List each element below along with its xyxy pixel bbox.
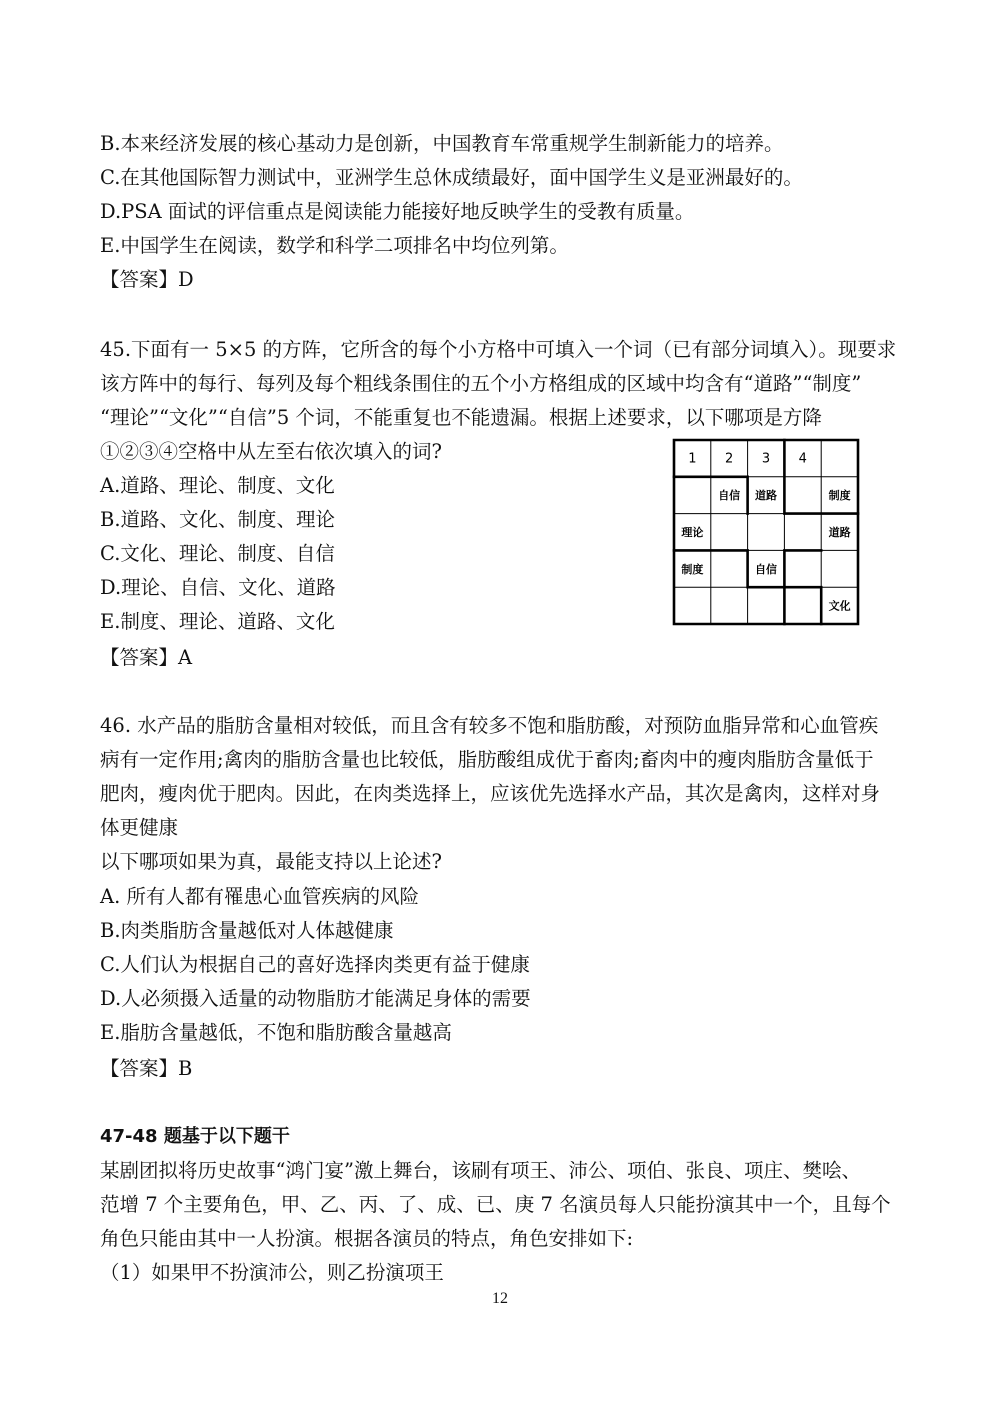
q45-stem-line-2: 该方阵中的每行、每列及每个粗线条围住的五个小方格组成的区域中均含有“道路”“制度” xyxy=(100,372,862,395)
q46-option-a: A. 所有人都有罹患心血管疾病的风险 xyxy=(100,885,419,908)
q47-48-stem-line-2: 范增 7 个主要角色，甲、乙、丙、了、成、已、庚 7 名演员每人只能扮演其中一个，且每个 xyxy=(100,1193,891,1216)
q44-answer: 【答案】D xyxy=(100,268,194,291)
grid-cell-text: 道路 xyxy=(828,526,851,539)
q47-48-heading: 47-48 题基于以下题干 xyxy=(100,1126,290,1147)
q46-question: 以下哪项如果为真，最能支持以上论述? xyxy=(100,850,442,873)
q46-option-d: D.人必须摄入适量的动物脂肪才能满足身体的需要 xyxy=(100,987,531,1010)
q45-stem-line-3: “理论”“文化”“自信”5 个词，不能重复也不能遗漏。根据上述要求，以下哪项是方降 xyxy=(100,406,822,429)
grid-cell-text: 2 xyxy=(725,451,734,467)
grid-cell-text: 4 xyxy=(798,451,807,467)
q46-stem-line-2: 病有一定作用;禽肉的脂肪含量也比较低，脂肪酸组成优于畜肉;畜肉中的瘦肉脂肪含量低于 xyxy=(100,748,874,771)
grid-cell-text: 道路 xyxy=(755,489,777,503)
q47-48-stem-line-3: 角色只能由其中一人扮演。根据各演员的特点，角色安排如下: xyxy=(100,1227,634,1250)
q45-option-a: A.道路、理论、制度、文化 xyxy=(100,474,335,497)
grid-cell-text: 制度 xyxy=(681,562,704,576)
grid-cell-text: 文化 xyxy=(828,599,851,613)
grid-cell-text: 制度 xyxy=(828,489,851,503)
q45-option-c: C.文化、理论、制度、自信 xyxy=(100,542,335,565)
q47-48-stem-line-1: 某剧团拟将历史故事“鸿门宴”激上舞台，该刷有项王、沛公、项伯、张良、项庄、樊哙、 xyxy=(100,1159,861,1182)
q45-grid-figure xyxy=(672,438,860,626)
q44-option-b: B.本来经济发展的核心基动力是创新，中国教育车常重规学生制新能力的培养。 xyxy=(100,132,784,155)
q46-option-e: E.脂肪含量越低，不饱和脂肪酸含量越高 xyxy=(100,1021,452,1044)
q45-stem-line-1: 45.下面有一 5×5 的方阵，它所含的每个小方格中可填入一个词（已有部分词填入）。现要求 xyxy=(100,338,897,361)
q46-stem-line-3: 肥肉，瘦肉优于肥肉。因此，在肉类选择上，应该优先选择水产品，其次是禽肉，这样对身 xyxy=(100,782,881,805)
q45-option-e: E.制度、理论、道路、文化 xyxy=(100,610,335,633)
q44-option-c: C.在其他国际智力测试中，亚洲学生总休成绩最好，面中国学生义是亚洲最好的。 xyxy=(100,166,803,189)
grid-cell-text: 3 xyxy=(761,451,771,467)
q44-option-d: D.PSA 面试的评信重点是阅读能力能接好地反映学生的受教有质量。 xyxy=(100,200,695,223)
grid-cell-text: 1 xyxy=(688,451,697,467)
q46-answer: 【答案】B xyxy=(100,1057,193,1080)
q45-answer: 【答案】A xyxy=(100,646,193,669)
q46-option-c: C.人们认为根据自己的喜好选择肉类更有益于健康 xyxy=(100,953,530,976)
q46-option-b: B.肉类脂肪含量越低对人体越健康 xyxy=(100,919,394,942)
grid-cell-text: 自信 xyxy=(718,489,741,503)
grid-region-border xyxy=(784,550,821,624)
grid-cell-text: 自信 xyxy=(755,562,777,576)
q46-stem-line-1: 46. 水产品的脂肪含量相对较低，而且含有较多不饱和脂肪酸，对预防血脂异常和心血管疾 xyxy=(100,714,879,737)
page-number: 12 xyxy=(492,1290,508,1307)
q47-48-condition-1: （1）如果甲不扮演沛公，则乙扮演项王 xyxy=(100,1261,444,1284)
q45-option-b: B.道路、文化、制度、理论 xyxy=(100,508,336,531)
grid-cell-text: 理论 xyxy=(681,526,704,539)
q44-option-e: E.中国学生在阅读，数学和科学二项排名中均位列第。 xyxy=(100,234,569,257)
q45-stem-line-4: ①②③④空格中从左至右依次填入的词? xyxy=(100,440,442,463)
q46-stem-line-4: 体更健康 xyxy=(100,816,179,839)
q45-option-d: D.理论、自信、文化、道路 xyxy=(100,576,336,599)
